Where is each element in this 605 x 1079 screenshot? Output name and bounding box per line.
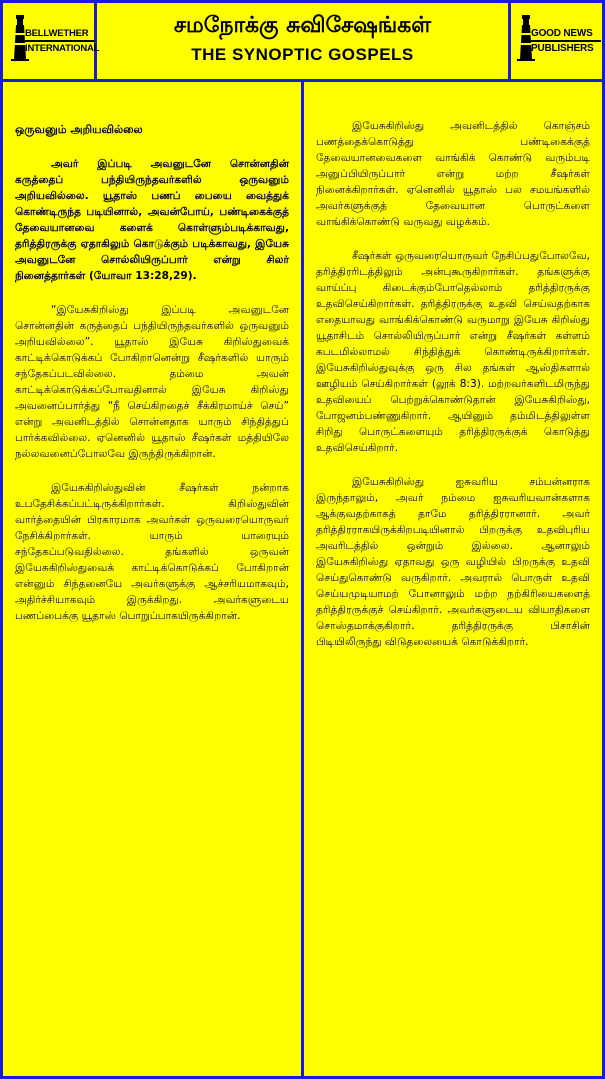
scripture-quote: அவர் இப்படி அவனுடனே சொன்னதின் கருத்தைப் பந்தியிருந்தவர்களில் ஒருவனும் அறியவில்லை. யூதாஸ் பணப் பையை வைத்துக் கொண்டிருந்த படியினால், அவன்போய், பண்டிகைக்குத் தேவையானவை களைக் கொள்ளும்படிக்காவது, தரித்திரருக்கு ஏதாகிலும் கொடுக்கும் படிக்காவது, இயேசு அவனுடனே சொல்லியிருப்பார் என்று சிலர் நினைத்தார்கள் (யோவா 13:28,29).: [15, 158, 289, 282]
paragraph: இயேசுகிறிஸ்து ஐசுவரிய சம்பன்னராக இருந்தாலும், அவர் நம்மை ஐசுவரியவான்களாக ஆக்குவதற்காகத் தாமே தரித்திரரானார். அவர் தரித்திரராகயிருக்கிறபடியினால் பிறருக்கு உதவிபுரிய அவரிடத்தில் ஒன்றும் இல்லை. ஆனாலும் இயேசுகிறிஸ்து ஏதாவது ஒரு வழியில் பிறருக்கு உதவி செய்துகொண்டு வருகிறார். அவரால் பொருள் உதவி செய்யமுடியாமற் போனாலும் மற்ற நற்கிரியைகளைத் தரித்திரருக்குச் செய்கிறார். அவர்களுடைய வியாதிகளை சொஸ்தமாக்குகிறார். தரித்திரருக்கு பிசாசின் பிடியிலிருந்து விடுதலையைக் கொடுக்கிறார்.: [316, 476, 590, 648]
logo-line1: GOOD NEWS: [531, 27, 601, 42]
paragraph: சீஷர்கள் ஒருவரையொருவர் நேசிப்பதுபோலவே, தரித்திரரிடத்திலும் அன்புகூருகிறார்கள். தங்களுக்கு வாய்ப்பு கிடைக்கும்போதெல்லாம் தரித்திரருக்கு உதவிசெய்கிறார்கள். தரித்திரருக்கு உதவி செய்வதற்காக எதையாவது வாங்கிக்கொண்டு வருமாறு இயேசு கிறிஸ்து யூதாசிடம் சொல்லியிருப்பார் என்று சீஷர்கள் கள்ளம் கபடமில்லாமல் சிந்தித்துக் கொண்டிருக்கிறார்கள். இயேசுகிறிஸ்துவுக்கு ஒரு சில தங்கள் ஆஸ்திகளால் ஊழியம் செய்கிறார்கள் (லூக் 8:3). மற்றவர்களிடமிருந்து உதவியைப் பெற்றுக்கொண்டுதான் இயேசுகிறிஸ்து, போஜனம்பண்ணுகிறார். ஆயினும் தம்மிடத்திலுள்ள சிறிது பொருட்களையும் தரித்திரருக்குக் கொடுத்து உதவிசெய்கிறார்.: [316, 250, 590, 454]
logo-text: [531, 27, 601, 55]
paragraph: இயேசுகிறிஸ்து அவனிடத்தில் கொஞ்சம் பணத்தைக்கொடுத்து பண்டிகைக்குத் தேவையானவைகளை வாங்கிக் கொண்டு வரும்படி அனுப்பியிருப்பார் என்று மற்ற சீஷர்கள் நினைக்கிறார்கள். ஏனெனில் யூதாஸ் பல சமயங்களில் அவர்களுக்குத் தேவையான பொருட்களை வாங்கிக்கொண்டு வருவது வழக்கம்.: [316, 120, 590, 228]
page-title-tamil: சமநோக்கு சுவிசேஷங்கள்: [173, 13, 432, 38]
good-news-logo: [508, 3, 602, 79]
content-columns: [3, 82, 602, 1076]
left-column: [3, 82, 301, 1076]
logo-line1: BELLWETHER: [25, 27, 95, 42]
title-block: [97, 3, 508, 79]
header: [3, 3, 602, 82]
section-title: ஒருவனும் அறியவில்லை: [15, 123, 143, 136]
right-column: [301, 82, 602, 1076]
paragraph: இயேசுகிறிஸ்துவின் சீஷர்கள் நன்றாக உபதேசிக்கப்பட்டிருக்கிறார்கள். கிறிஸ்துவின் வார்த்தையின் பிரகாரமாக அவர்கள் ஒருவரையொருவர் நேசிக்கிறார்கள். யாரும் யாரையும் சந்தேகப்படுவதில்லை. தங்களில் ஒருவன் இயேசுகிறிஸ்துவைக் காட்டிக்கொடுக்கப் போகிறான் என்னும் சிந்தனையே அவர்களுக்கு ஆச்சரியமாகவும், அதிர்ச்சியாகவும் இருக்கிறது. அவர்களுடைய பணப்பைக்கு யூதாஸ் பொறுப்பாகயிருக்கிறான்.: [15, 482, 289, 622]
logo-line2: INTERNATIONAL: [25, 43, 100, 54]
paragraph: “இயேசுகிறிஸ்து இப்படி அவனுடனே சொன்னதின் கருத்தைப் பந்தியிருந்தவர்களில் ஒருவனும் அறியவில்லை”. யூதாஸ் இயேசு கிறிஸ்துவைக் காட்டிக்கொடுக்கப் போகிறானென்று சீஷர்களில் யாரும் சந்தேகப்படவில்லை. தம்மை அவன் காட்டிக்கொடுக்கப்போவதினால் இயேசு கிறிஸ்து அவனைப்பார்த்து “நீ செய்கிறதைச் சீக்கிரமாய்ச் செய்” என்று அவனிடத்தில் சொன்னதாக யாரும் சிந்தித்துப் பார்க்கவில்லை. ஏனெனில் யூதாஸ் சீஷர்கள் மத்தியிலே நல்லவனைப்போலவே இருந்திருக்கிறான்.: [15, 304, 289, 460]
logo-text: [25, 27, 100, 55]
bellwether-logo: [3, 3, 100, 79]
logo-line2: PUBLISHERS: [531, 43, 594, 54]
page-title-english: THE SYNOPTIC GOSPELS: [191, 45, 414, 64]
